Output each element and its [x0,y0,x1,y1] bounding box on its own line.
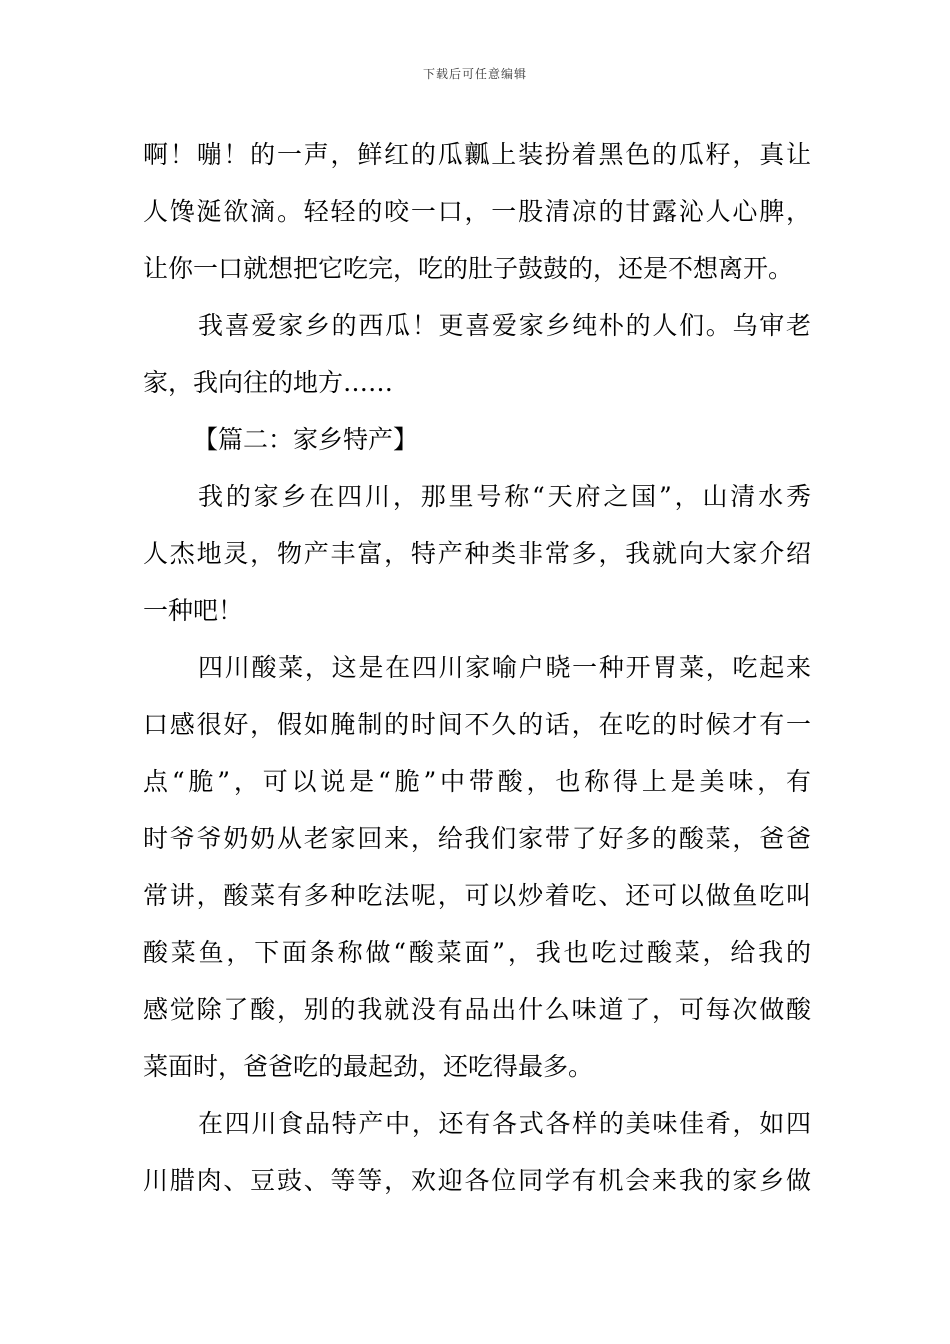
text-line: 常讲，酸菜有多种吃法呢，可以炒着吃、还可以做鱼吃叫 [143,881,811,910]
paragraph [143,126,811,297]
paragraph [143,468,811,639]
document-body [143,126,811,1209]
text-line: 一种吧！ [143,596,244,625]
text-line: 四川酸菜，这是在四川家喻户晓一种开胃菜，吃起来 [198,653,811,682]
text-line: 菜面时，爸爸吃的最起劲，还吃得最多。 [143,1052,594,1081]
text-line: 家，我向往的地方…… [143,368,394,397]
paragraph [143,297,811,411]
page-header: 下载后可任意编辑 [422,67,527,81]
text-line: 人馋涎欲滴。轻轻的咬一口，一股清凉的甘露沁人心脾， [143,197,811,226]
text-line: 川腊肉、豆豉、等等，欢迎各位同学有机会来我的家乡做 [143,1166,811,1195]
text-line: 口感很好，假如腌制的时间不久的话，在吃的时候才有一 [143,710,811,739]
text-line: 【篇二：家乡特产】 [193,425,419,454]
text-line: 在四川食品特产中，还有各式各样的美味佳肴，如四 [198,1109,811,1138]
paragraph [143,1095,811,1209]
section-heading [143,411,811,468]
text-line: 啊！嘣！的一声，鲜红的瓜瓤上装扮着黑色的瓜籽，真让 [143,140,811,169]
paragraph [143,639,811,1095]
text-line: 我喜爱家乡的西瓜！更喜爱家乡纯朴的人们。乌审老 [198,311,811,340]
text-line: 人杰地灵，物产丰富，特产种类非常多，我就向大家介绍 [143,539,811,568]
text-line: 感觉除了酸，别的我就没有品出什么味道了，可每次做酸 [143,995,811,1024]
text-line: 点“脆”，可以说是“脆”中带酸，也称得上是美味，有 [143,767,811,796]
text-line: 我的家乡在四川，那里号称“天府之国”，山清水秀 [198,482,811,511]
text-line: 酸菜鱼，下面条称做“酸菜面”，我也吃过酸菜，给我的 [143,938,811,967]
text-line: 时爷爷奶奶从老家回来，给我们家带了好多的酸菜，爸爸 [143,824,811,853]
text-line: 让你一口就想把它吃完，吃的肚子鼓鼓的，还是不想离开。 [143,254,794,283]
